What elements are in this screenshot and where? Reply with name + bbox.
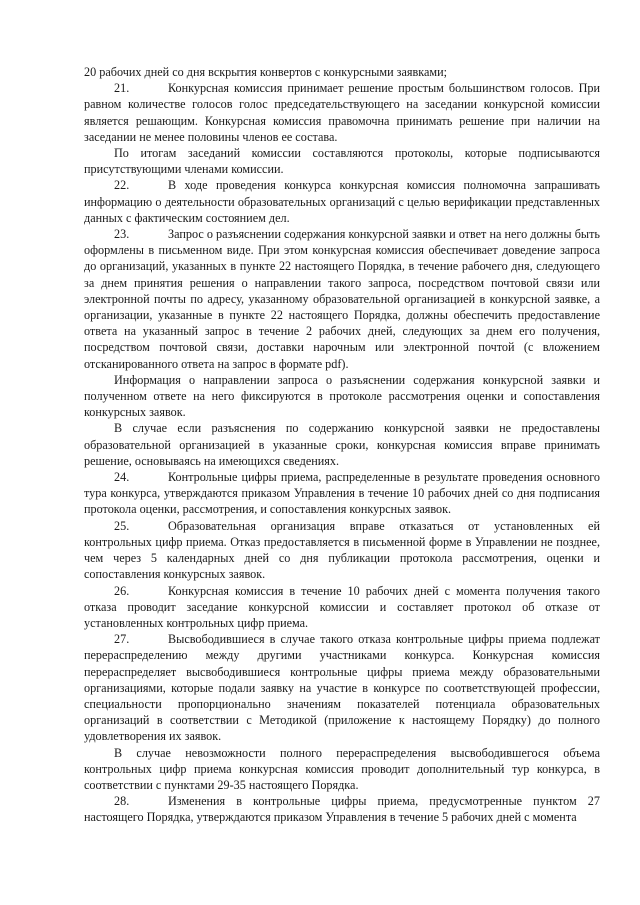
paragraph-21: 21. Конкурсная комиссия принимает решение простым большинством голосов. При равном количестве голосов голос председательствующего на заседании конкурсной комиссии является решающим. Конкурсная комиссия правомочна принимать решение при наличии на заседании не менее половины членов ее состава. xyxy=(84,81,600,144)
paragraph-26: 26. Конкурсная комиссия в течение 10 рабочих дней с момента получения такого отказа проводит заседание конкурсной комиссии и составляет протокол об отказе от установленных контрольных цифр приема. xyxy=(84,583,600,630)
paragraph-28: 28. Изменения в контрольные цифры приема, предусмотренные пунктом 27 настоящего Порядка, утверждаются приказом Управления в течение 5 рабочих дней с момента xyxy=(84,794,600,825)
clause-number: 22. xyxy=(114,178,130,193)
paragraph-27: 27. Высвободившиеся в случае такого отказа контрольные цифры приема подлежат перераспределению между другими участниками конкурса. Конкурсная комиссия перераспределяет высвободившиеся контрольные цифры приема между образовательными организациями, которые подали заявку на участие в конкурсе по соответствующей профессии, специальности пропорционально значениям показателей потенциала образовательных организаций в соответствии с Методикой (приложение к настоящему Порядку) до полного удовлетворения их заявок. xyxy=(84,632,600,744)
document-page xyxy=(84,64,600,826)
paragraph-22: 22. В ходе проведения конкурса конкурсная комиссия полномочна запрашивать информацию о деятельности образовательных организаций с целью верификации представленных данных с фактическим состоянием дел. xyxy=(84,178,600,225)
paragraph-no-clarification: В случае если разъяснения по содержанию конкурсной заявки не предоставлены образовательной организацией в указанные сроки, конкурсная комиссия вправе принимать решение, основываясь на имеющихся сведениях. xyxy=(84,421,600,468)
paragraph-23: 23. Запрос о разъяснении содержания конкурсной заявки и ответ на него должны быть оформлены в письменном виде. При этом конкурсная комиссия обеспечивает доведение запроса до организаций, указанных в пункте 22 настоящего Порядка, в течение рабочего дня, следующего за днем принятия решения о направлении такого запроса, посредством почтовой связи или электронной почты по адресу, указанному образовательной организацией в конкурсной заявке, а организации, указанные в пункте 22 настоящего Порядка, должны обеспечить предоставление ответа на указанный запрос в течение 2 рабочих дней, следующих за днем его получения, посредством почтовой связи, доставки нарочным или электронной почтой (с вложением отсканированного ответа на запрос в формате pdf). xyxy=(84,227,600,371)
paragraph-24: 24. Контрольные цифры приема, распределенные в результате проведения основного тура конкурса, утверждаются приказом Управления в течение 10 рабочих дней со дня подписания протокола оценки, рассмотрения, и сопоставления конкурсных заявок. xyxy=(84,470,600,517)
clause-number: 27. xyxy=(114,632,130,647)
clause-number: 24. xyxy=(114,470,130,485)
clause-number: 28. xyxy=(114,794,130,809)
clause-number: 23. xyxy=(114,227,130,242)
paragraph-protocols: По итогам заседаний комиссии составляются протоколы, которые подписываются присутствующими членами комиссии. xyxy=(84,146,600,177)
paragraph-request-info: Информация о направлении запроса о разъяснении содержания конкурсной заявки и полученном ответе на него фиксируются в протоколе рассмотрения оценки и сопоставления конкурсных заявок. xyxy=(84,372,600,420)
clause-number: 26. xyxy=(114,583,130,598)
clause-number: 25. xyxy=(114,518,130,533)
clause-number: 21. xyxy=(114,81,130,96)
paragraph-continuation: 20 рабочих дней со дня вскрытия конвертов с конкурсными заявками; xyxy=(84,65,447,79)
paragraph-25: 25. Образовательная организация вправе отказаться от установленных ей контрольных цифр приема. Отказ предоставляется в письменной форме в Управлении не позднее, чем через 5 календарных дней со дня публикации протокола рассмотрения, оценки и сопоставления конкурсных заявок. xyxy=(84,518,600,582)
paragraph-redistribution: В случае невозможности полного перераспределения высвободившегося объема контрольных цифр приема конкурсная комиссия проводит дополнительный тур конкурса, в соответствии с пунктами 29-35 настоящего Порядка. xyxy=(84,745,600,792)
